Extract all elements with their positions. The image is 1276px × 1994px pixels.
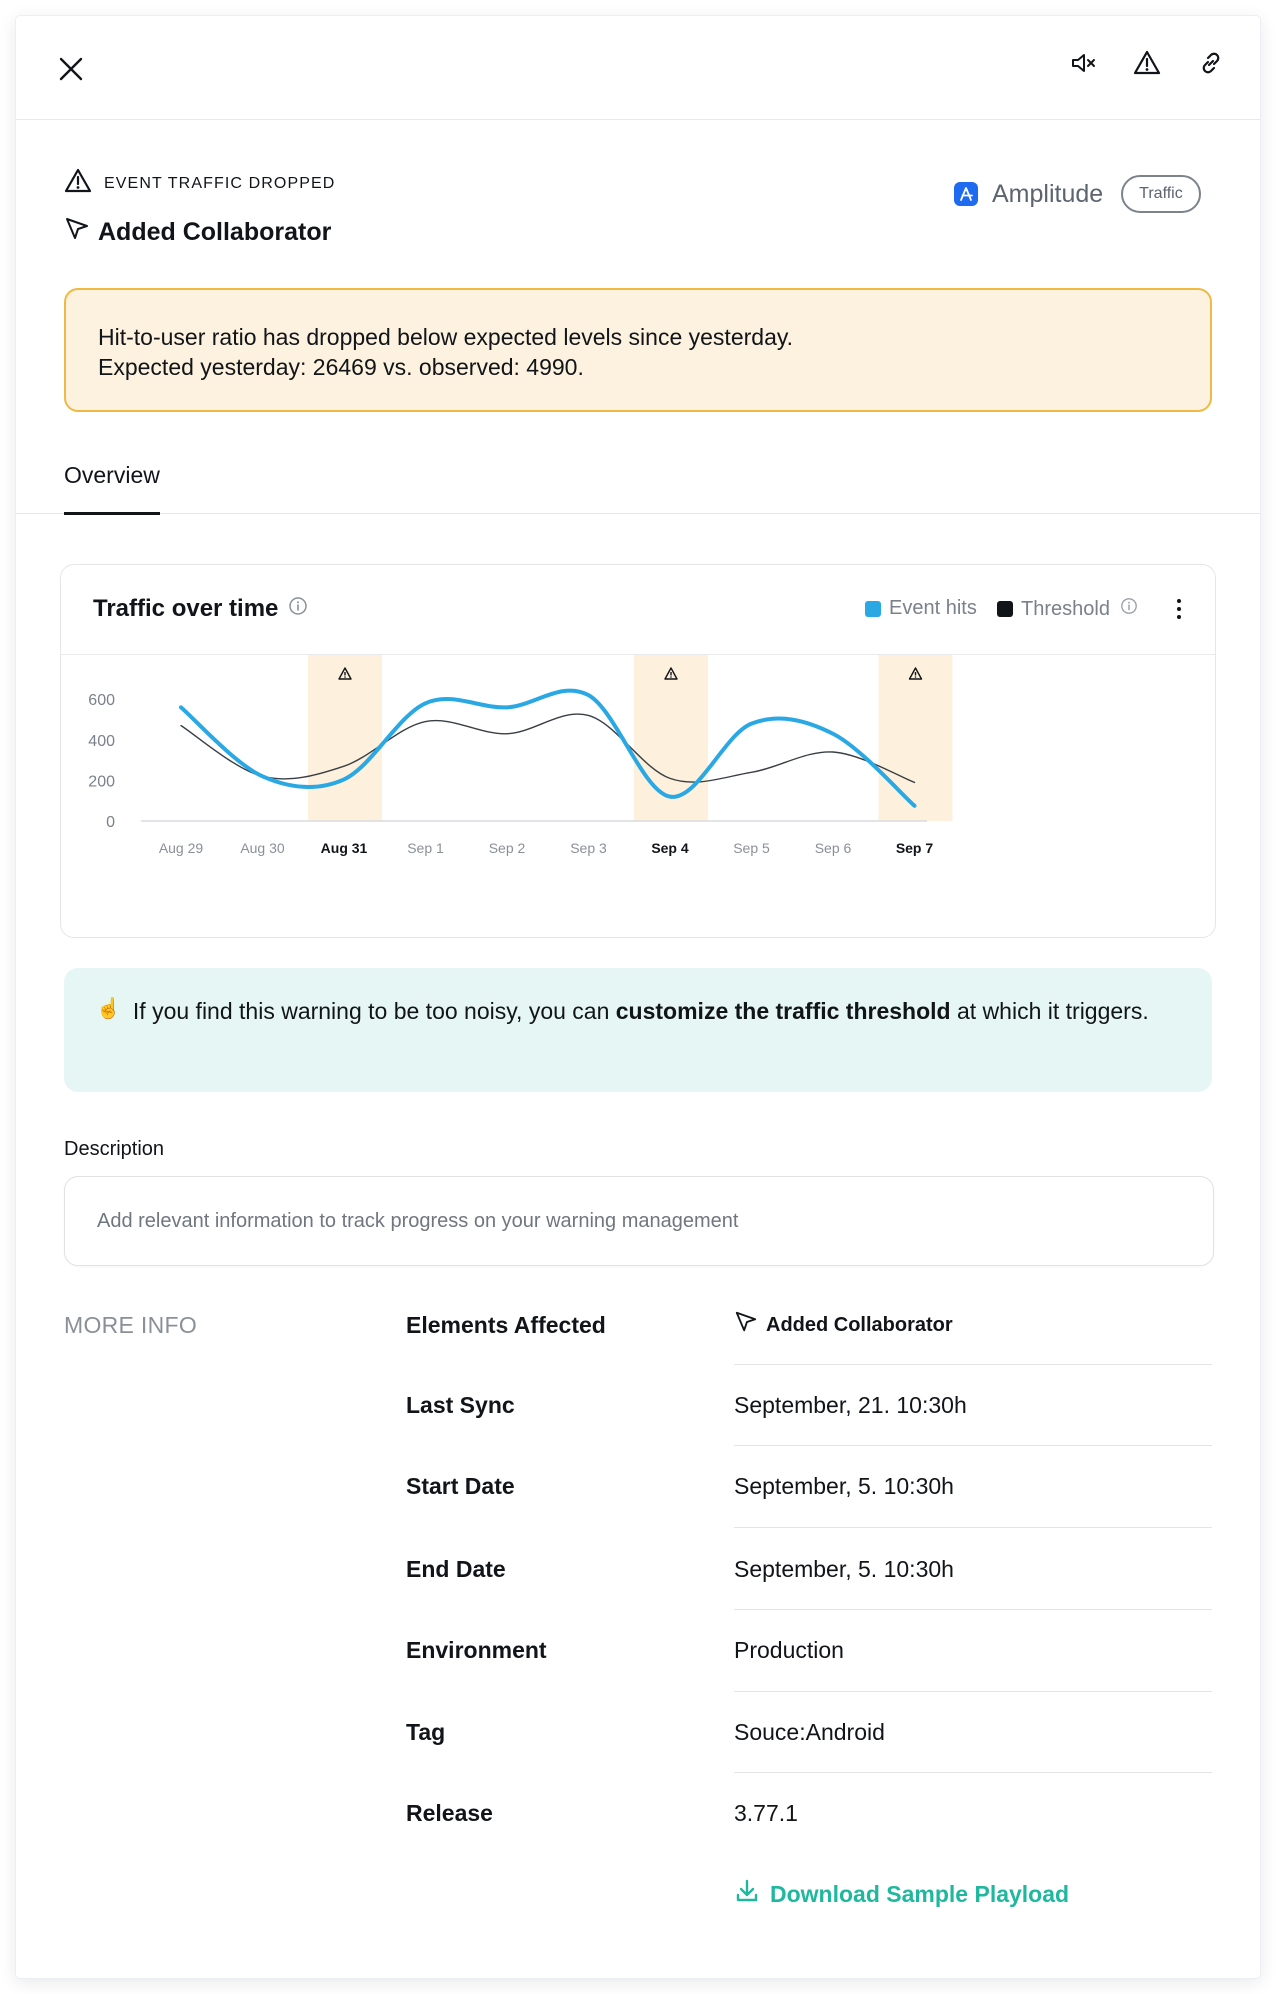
y-tick-label: 600 bbox=[88, 692, 115, 710]
pointing-hand-icon: ☝️ bbox=[96, 998, 121, 1020]
legend-swatch bbox=[997, 601, 1013, 617]
legend-swatch bbox=[865, 601, 881, 617]
info-label-environment: Environment bbox=[406, 1637, 547, 1663]
divider bbox=[734, 1445, 1212, 1446]
y-tick-label: 0 bbox=[106, 814, 115, 831]
x-tick-label: Sep 6 bbox=[814, 840, 852, 856]
divider bbox=[734, 1364, 1212, 1365]
chart-title bbox=[93, 595, 308, 623]
link-icon[interactable] bbox=[1194, 46, 1228, 80]
traffic-chart-card bbox=[60, 564, 1216, 938]
chart-title-text: Traffic over time bbox=[93, 595, 279, 622]
more-vertical-icon[interactable] bbox=[1167, 593, 1191, 625]
divider bbox=[734, 1772, 1212, 1773]
info-value-last-sync: September, 21. 10:30h bbox=[734, 1392, 967, 1418]
info-value-tag: Souce:Android bbox=[734, 1719, 885, 1745]
close-icon[interactable] bbox=[56, 54, 86, 84]
affected-element-name: Added Collaborator bbox=[766, 1313, 953, 1336]
info-icon[interactable] bbox=[1120, 597, 1138, 621]
info-label-release: Release bbox=[406, 1800, 493, 1826]
info-value-end-date: September, 5. 10:30h bbox=[734, 1556, 954, 1582]
series-line-event-hits bbox=[181, 691, 915, 806]
customize-threshold-link[interactable]: customize the traffic threshold bbox=[615, 998, 951, 1024]
x-tick-label: Sep 3 bbox=[570, 840, 607, 856]
y-tick-label: 400 bbox=[88, 732, 115, 750]
source-info bbox=[954, 175, 1201, 213]
anomaly-band bbox=[308, 655, 382, 821]
mute-icon[interactable] bbox=[1066, 46, 1100, 80]
divider bbox=[734, 1527, 1212, 1528]
x-tick-label: Aug 29 bbox=[158, 840, 204, 856]
source-name: Amplitude bbox=[992, 179, 1104, 208]
tip-banner bbox=[64, 968, 1212, 1092]
tab-bar bbox=[16, 456, 1260, 514]
event-name-label: Added Collaborator bbox=[98, 218, 332, 246]
warning-icon[interactable] bbox=[1130, 46, 1164, 80]
event-type bbox=[64, 168, 335, 199]
legend-label: Threshold bbox=[1021, 597, 1110, 620]
x-tick-label: Sep 4 bbox=[651, 840, 689, 856]
x-tick-label: Aug 30 bbox=[240, 840, 285, 856]
alert-line-2: Expected yesterday: 26469 vs. observed: 4990. bbox=[98, 354, 584, 380]
event-name bbox=[64, 216, 331, 249]
info-label-last-sync: Last Sync bbox=[406, 1392, 515, 1418]
alert-line-1: Hit-to-user ratio has dropped below expected levels since yesterday. bbox=[98, 324, 794, 350]
alert-banner bbox=[64, 288, 1212, 412]
source-tag-badge: Traffic bbox=[1121, 175, 1201, 213]
description-label: Description bbox=[64, 1138, 165, 1160]
y-tick-label: 200 bbox=[88, 773, 115, 791]
anomaly-band bbox=[879, 655, 953, 821]
cursor-icon bbox=[734, 1310, 758, 1340]
x-tick-label: Sep 1 bbox=[407, 840, 444, 856]
tip-text-end: at which it triggers. bbox=[950, 998, 1149, 1024]
divider bbox=[734, 1609, 1212, 1610]
legend-item-event-hits[interactable] bbox=[865, 597, 977, 620]
traffic-line-chart bbox=[61, 655, 1217, 935]
tip-text bbox=[133, 996, 1149, 1092]
download-icon bbox=[734, 1878, 760, 1910]
panel-toolbar bbox=[16, 16, 1260, 120]
info-value-elements-affected[interactable] bbox=[734, 1310, 953, 1340]
amplitude-logo-icon bbox=[954, 182, 978, 206]
info-value-environment: Production bbox=[734, 1637, 844, 1663]
info-label-end-date: End Date bbox=[406, 1556, 506, 1582]
tab-overview[interactable]: Overview bbox=[64, 456, 160, 514]
download-sample-payload-button[interactable] bbox=[734, 1878, 1069, 1910]
warning-icon bbox=[64, 168, 92, 199]
info-label-start-date: Start Date bbox=[406, 1473, 515, 1499]
description-input[interactable] bbox=[64, 1176, 1214, 1266]
more-info-heading: MORE INFO bbox=[64, 1312, 198, 1338]
x-tick-label: Sep 5 bbox=[733, 840, 770, 856]
x-tick-label: Sep 2 bbox=[488, 840, 526, 856]
info-value-start-date: September, 5. 10:30h bbox=[734, 1473, 954, 1499]
info-value-release: 3.77.1 bbox=[734, 1800, 798, 1826]
divider bbox=[734, 1691, 1212, 1692]
x-tick-label: Sep 7 bbox=[895, 840, 934, 856]
legend-label: Event hits bbox=[889, 597, 977, 619]
chart-header bbox=[61, 565, 1215, 655]
x-tick-label: Aug 31 bbox=[320, 840, 368, 856]
info-label-tag: Tag bbox=[406, 1719, 446, 1745]
info-label-elements-affected: Elements Affected bbox=[406, 1312, 606, 1338]
event-type-label: EVENT TRAFFIC DROPPED bbox=[104, 174, 336, 192]
download-label: Download Sample Playload bbox=[770, 1880, 1070, 1907]
tip-text-start: If you find this warning to be too noisy, you can bbox=[132, 998, 616, 1024]
cursor-icon bbox=[64, 216, 90, 249]
warning-detail-panel bbox=[16, 16, 1260, 1978]
info-icon[interactable] bbox=[288, 595, 308, 623]
legend-item-threshold[interactable] bbox=[997, 597, 1138, 621]
